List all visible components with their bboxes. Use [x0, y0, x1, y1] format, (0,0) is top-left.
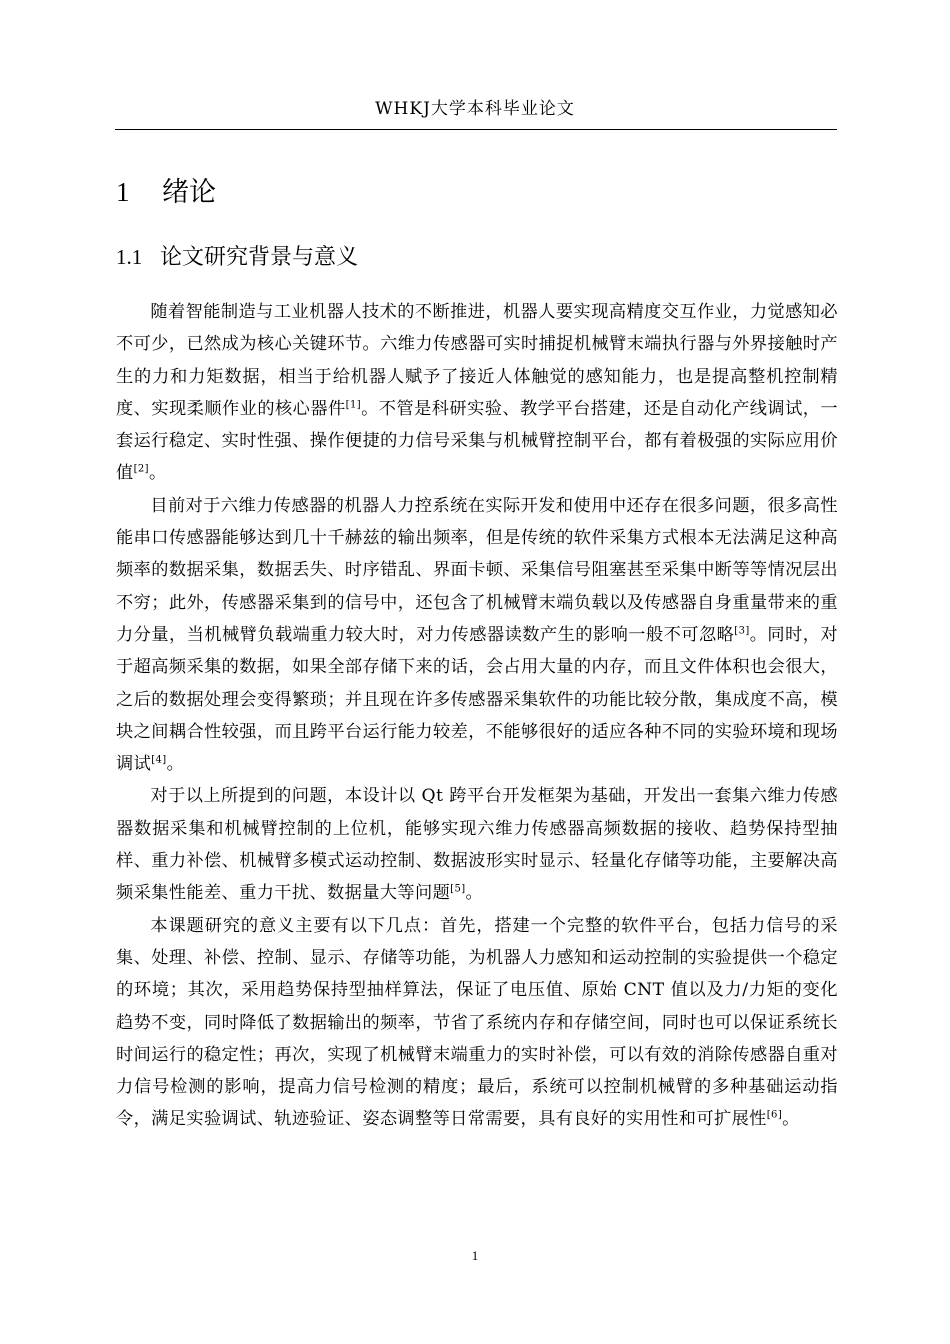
paragraph-text: 。	[465, 883, 484, 904]
paragraph-text: 。不管是科研实验、教学平台搭建，还是自动化产线调试，一套运行稳定、实时性强、操作便捷的力信号采集与机械臂控制平台，都有着极强的实际应用价值	[116, 398, 838, 484]
section-number: 1.1	[116, 245, 143, 269]
paragraph-3	[116, 780, 838, 909]
citation: [1]	[345, 399, 362, 411]
chapter-title-text: 绪论	[162, 177, 216, 208]
paragraph-text: 目前对于六维力传感器的机器人力控系统在实际开发和使用中还存在很多问题，很多高性能串口传感器能够达到几十千赫兹的输出频率，但是传统的软件采集方式根本无法满足这种高频率的数据采集，数据丢失、时序错乱、界面卡顿、采集信号阻塞甚至采集中断等等情况层出不穷；此外，传感器采集到的信号中，还包含了机械臂末端负载以及传感器自身重量带来的重力分量，当机械臂负载端重力较大时，对力传感器读数产生的影响一般不可忽略	[116, 495, 838, 645]
paragraph-text: 本课题研究的意义主要有以下几点：首先，搭建一个完整的软件平台，包括力信号的采集、处理、补偿、控制、显示、存储等功能，为机器人力感知和运动控制的实验提供一个稳定的环境；其次，采用趋势保持型抽样算法，保证了电压值、原始 CNT 值以及力/力矩的变化趋势不变，同时降低了数据输出的频率，节省了系统内存和存储空间，同时也可以保证系统长时间运行的稳定性；再次，实现了机械臂末端重力的实时补偿，可以有效的消除传感器自重对力信号检测的影响，提高力信号检测的精度；最后，系统可以控制机械臂的多种基础运动指令，满足实验调试、轨迹验证、姿态调整等日常需要，具有良好的实用性和可扩展性	[116, 915, 838, 1130]
paragraph-1	[116, 296, 838, 490]
citation: [3]	[734, 625, 750, 637]
section-title-text: 论文研究背景与意义	[160, 245, 359, 270]
citation: [4]	[151, 754, 167, 766]
citation: [5]	[450, 883, 466, 895]
paragraph-text: 。	[166, 754, 185, 775]
citation: [2]	[133, 463, 149, 475]
header-rule	[115, 129, 837, 130]
chapter-number: 1	[116, 177, 130, 207]
chapter-title	[116, 172, 216, 213]
paragraph-text: 随着智能制造与工业机器人技术的不断推进，机器人要实现高精度交互作业，力觉感知必不可少，已然成为核心关键环节。六维力传感器可实时捕捉机械臂末端执行器与外界接触时产生的力和力矩数据，相当于给机器人赋予了接近人体触觉的感知能力，也是提高整机控制精度、实现柔顺作业的核心器件	[116, 302, 838, 419]
section-title	[116, 240, 358, 275]
paragraph-4	[116, 910, 838, 1136]
citation: [6]	[766, 1109, 783, 1121]
body-text	[116, 296, 838, 1136]
page-number: 1	[471, 1248, 479, 1263]
running-header: WHKJ大学本科毕业论文	[375, 99, 575, 119]
paragraph-2	[116, 490, 838, 781]
paragraph-text: 。同时，对于超高频采集的数据，如果全部存储下来的话，会占用大量的内存，而且文件体积也会很大，之后的数据处理会变得繁琐；并且现在许多传感器采集软件的功能比较分散，集成度不高，模块之间耦合性较强，而且跨平台运行能力较差，不能够很好的适应各种不同的实验环境和现场调试	[116, 624, 838, 775]
paragraph-text: 。	[782, 1109, 800, 1130]
paragraph-text: 。	[148, 463, 167, 484]
paragraph-text: 对于以上所提到的问题，本设计以 Qt 跨平台开发框架为基础，开发出一套集六维力传感器数据采集和机械臂控制的上位机，能够实现六维力传感器高频数据的接收、趋势保持型抽样、重力补偿、机械臂多模式运动控制、数据波形实时显示、轻量化存储等功能，主要解决高频采集性能差、重力干扰、数据量大等问题	[116, 786, 838, 904]
